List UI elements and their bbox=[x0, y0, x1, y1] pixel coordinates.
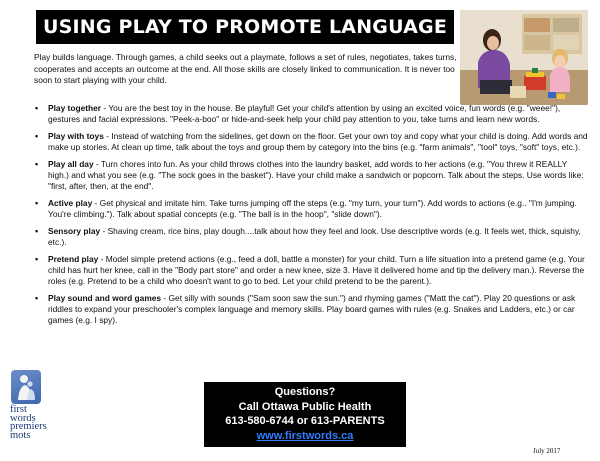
list-item bbox=[34, 293, 590, 326]
contact-org: Call Ottawa Public Health bbox=[238, 400, 372, 413]
contact-question: Questions? bbox=[274, 386, 336, 398]
tip-text: - You are the best toy in the house. Be playful! Get your child's attention by using an excited voice, fun words (e.g. "weee!"), gestures and facial expressions. "Peek-a-boo" or hide-and-seek help your child pay attention to you, take turns and learn new words. bbox=[48, 103, 561, 125]
tip-text: - Instead of watching from the sidelines, get down on the floor. Get your own toy and copy what your child is doing. Add words and make up stories. At clean up time, talk about the toys and group them by category into the bins (e.g. "farm animals", "tool" toys, "soft" toys, etc.). bbox=[48, 130, 588, 153]
tip-heading: Play all day bbox=[48, 158, 94, 169]
page-title: USING PLAY TO PROMOTE LANGUAGE bbox=[36, 10, 454, 44]
tip-text: - Shaving cream, rice bins, play dough....talk about how they feel and look. Use descriptive words (e.g. It feels wet, thick, squishy, etc.). bbox=[48, 226, 581, 248]
tip-text: - Turn chores into fun. As your child throws clothes into the laundry basket, add words to her actions (e.g. "You threw it REALLY high.) and what you see (e.g. "The sock goes in the basket"). Have your child make a sandwich or popcorn. Talk about the steps. Use words like: "first, after, then, at the end". bbox=[48, 158, 584, 192]
tip-text: - Get silly with sounds ("Sam soon saw the sun.") and rhyming games ("Matt the cat"). Play 20 questions or ask riddles to expand your preschooler's complex language and memory skills. Play board games with rules (e.g. Snakes and Ladders, etc.) or car games (e.g. I spy). bbox=[48, 293, 576, 326]
tip-heading: Active play bbox=[48, 198, 93, 209]
logo-line: premiers bbox=[10, 421, 47, 433]
website-link[interactable]: www.firstwords.ca bbox=[256, 429, 354, 442]
photo-illustration bbox=[460, 10, 588, 105]
tip-text: - Model simple pretend actions (e.g., feed a doll, battle a monster) for your child. Turn a life situation into a pretend game (e.g. Your child has hurt her knee, call in the "Body part store" and order a new knee, size 3. Have it delivered home and tip the delivery man.). Reverse the roles (e.g. Pretend to be a child who doesn't want to go to bed. Let your child pretend to be the parent.). bbox=[48, 254, 585, 287]
logo-line: mots bbox=[10, 429, 31, 441]
list-item bbox=[34, 226, 590, 248]
tip-text: - Get physical and imitate him. Take turns jumping off the steps (e.g. "my turn, your turn"). Add words to actions (e.g.. "I'm jumping. You're climbing."). Talk about spatial concepts (e.g. "The ball is in the hoop", "slide down"). bbox=[48, 198, 577, 220]
contact-box bbox=[204, 382, 406, 447]
list-item bbox=[34, 254, 590, 287]
tip-heading: Play with toys bbox=[48, 130, 104, 141]
logo-figure-icon bbox=[11, 370, 41, 404]
tip-heading: Sensory play bbox=[48, 226, 101, 237]
logo-line: words bbox=[10, 412, 36, 424]
logo-wordmark bbox=[10, 406, 52, 440]
contact-phone: 613-580-6744 or 613-PARENTS bbox=[225, 415, 385, 427]
publication-date: July 2017 bbox=[533, 447, 561, 455]
play-tips-list bbox=[34, 103, 590, 326]
list-item bbox=[34, 159, 590, 192]
first-words-logo bbox=[8, 370, 52, 448]
list-item bbox=[34, 198, 590, 220]
intro-paragraph: Play builds language. Through games, a child seeks out a playmate, follows a set of rules, negotiates, takes turns, cooperates and accepts an outcome at the end. All those skills are closely linked to communication. It is never too soon to start playing with your child. bbox=[34, 52, 457, 86]
tip-heading: Play sound and word games bbox=[48, 293, 162, 304]
parent-child-play-photo bbox=[460, 10, 588, 105]
list-item bbox=[34, 131, 590, 153]
logo-line: first bbox=[10, 404, 27, 415]
list-item bbox=[34, 103, 590, 125]
tip-heading: Play together bbox=[48, 103, 102, 113]
tip-heading: Pretend play bbox=[48, 254, 99, 265]
